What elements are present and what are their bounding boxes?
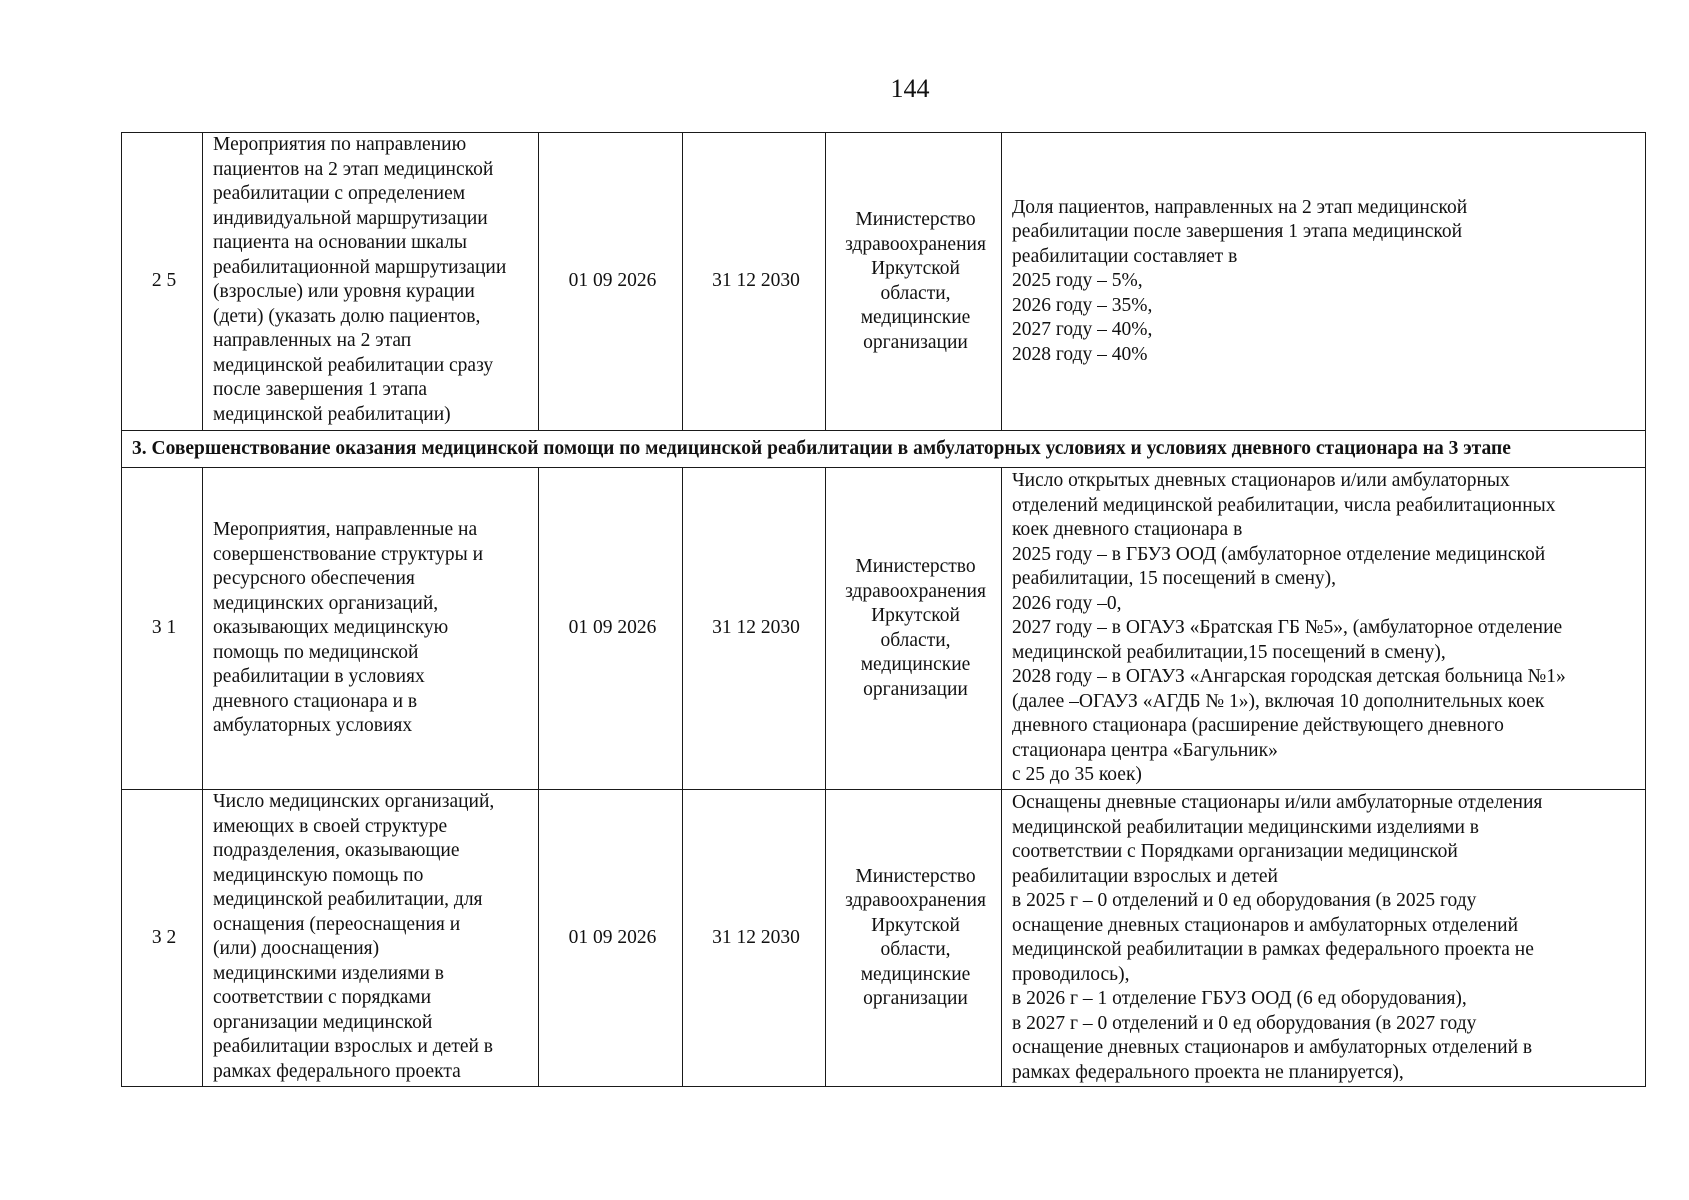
responsible-executor: Министерство здравоохранения Иркутской области, медицинские организации — [826, 468, 1002, 790]
activity-name: Число медицинских организаций, имеющих в своей структуре подразделения, оказывающие медицинскую помощь по медицинской реабилитации, для оснащения (переоснащения и (или) дооснащения) медицинскими изделиями в соответствии с порядками организации медицинской реабилитации взрослых и детей в рамках федерального проекта — [203, 790, 539, 1087]
activities-table — [121, 132, 1646, 1087]
expected-result: Оснащены дневные стационары и/или амбулаторные отделения медицинской реабилитации медицинскими изделиями в соответствии с Порядками организации медицинской реабилитации взрослых и детей в 2025 г – 0 отделений и 0 ед оборудования (в 2025 году оснащение дневных стационаров и амбулаторных отделений медицинской реабилитации в рамках федерального проекта не проводилось), в 2026 г – 1 отделение ГБУЗ ООД (6 ед оборудования), в 2027 г – 0 отделений и 0 ед оборудования (в 2027 году оснащение дневных стационаров и амбулаторных отделений в рамках федерального проекта не планируется), — [1002, 790, 1646, 1087]
end-date: 31 12 2030 — [683, 790, 826, 1087]
responsible-executor: Министерство здравоохранения Иркутской области, медицинские организации — [826, 790, 1002, 1087]
responsible-executor: Министерство здравоохранения Иркутской области, медицинские организации — [826, 133, 1002, 431]
section-title: 3. Совершенствование оказания медицинской помощи по медицинской реабилитации в амбулаторных условиях и условиях дневного стационара на 3 этапе — [122, 431, 1646, 468]
expected-result: Доля пациентов, направленных на 2 этап медицинской реабилитации после завершения 1 этапа медицинской реабилитации составляет в 2025 году – 5%, 2026 году – 35%, 2027 году – 40%, 2028 году – 40% — [1002, 133, 1646, 431]
page-number: 144 — [890, 74, 930, 103]
activity-name: Мероприятия по направлению пациентов на 2 этап медицинской реабилитации с определением индивидуальной маршрутизации пациента на основании шкалы реабилитационной маршрутизации (взрослые) или уровня курации (дети) (указать долю пациентов, направленных на 2 этап медицинской реабилитации сразу после завершения 1 этапа медицинской реабилитации) — [203, 133, 539, 431]
row-number: 3 2 — [122, 790, 203, 1087]
table-row — [122, 468, 1646, 790]
start-date: 01 09 2026 — [539, 790, 683, 1087]
start-date: 01 09 2026 — [539, 133, 683, 431]
end-date: 31 12 2030 — [683, 468, 826, 790]
section-header-row — [122, 431, 1646, 468]
start-date: 01 09 2026 — [539, 468, 683, 790]
table-row — [122, 790, 1646, 1087]
activity-name: Мероприятия, направленные на совершенствование структуры и ресурсного обеспечения медицинских организаций, оказывающих медицинскую помощь по медицинской реабилитации в условиях дневного стационара и в амбулаторных условиях — [203, 468, 539, 790]
expected-result: Число открытых дневных стационаров и/или амбулаторных отделений медицинской реабилитации, числа реабилитационных коек дневного стационара в 2025 году – в ГБУЗ ООД (амбулаторное отделение медицинской реабилитации, 15 посещений в смену), 2026 году –0, 2027 году – в ОГАУЗ «Братская ГБ №5», (амбулаторное отделение медицинской реабилитации,15 посещений в смену), 2028 году – в ОГАУЗ «Ангарская городская детская больница №1» (далее –ОГАУЗ «АГДБ № 1»), включая 10 дополнительных коек дневного стационара (расширение действующего дневного стационара центра «Багульник» с 25 до 35 коек) — [1002, 468, 1646, 790]
table-row — [122, 133, 1646, 431]
end-date: 31 12 2030 — [683, 133, 826, 431]
row-number: 2 5 — [122, 133, 203, 431]
row-number: 3 1 — [122, 468, 203, 790]
